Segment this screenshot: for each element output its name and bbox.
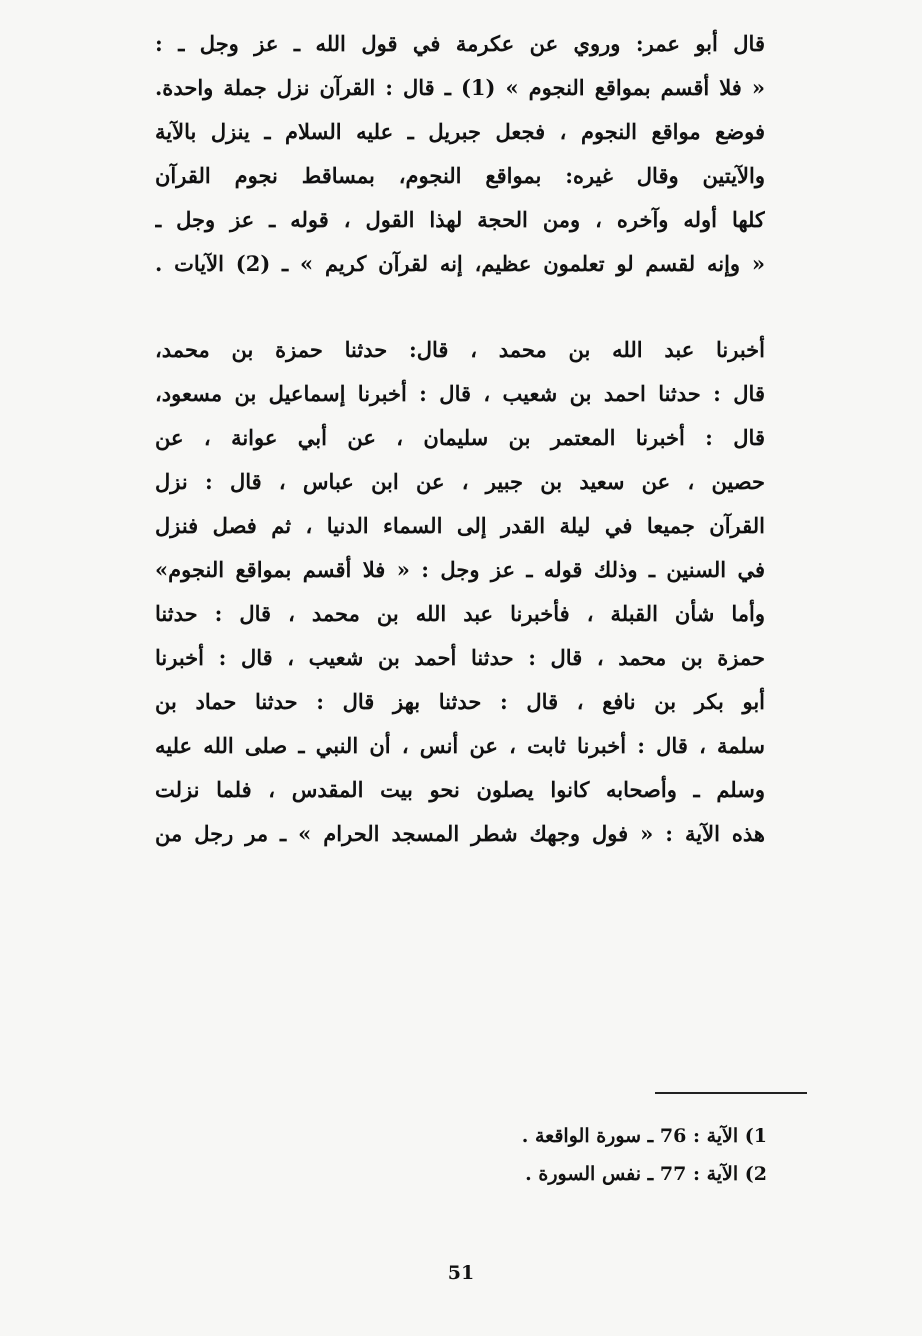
text-line: حصين ، عن سعيد بن جبير ، عن ابن عباس ، قال : نزل [155, 469, 765, 494]
text-line: والآيتين وقال غيره: بمواقع النجوم، بمساقط نجوم القرآن [155, 163, 765, 188]
text-line: قال : حدثنا احمد بن شعيب ، قال : أخبرنا إسماعيل بن مسعود، [155, 381, 765, 406]
text-line: « فلا أقسم بمواقع النجوم » (1) ـ قال : القرآن نزل جملة واحدة. [155, 75, 765, 100]
text-line: حمزة بن محمد ، قال : حدثنا أحمد بن شعيب ، قال : أخبرنا [155, 645, 765, 670]
text-line: سلمة ، قال : أخبرنا ثابت ، عن أنس ، أن النبي ـ صلى الله عليه [155, 733, 765, 758]
text-line: قال أبو عمر: وروي عن عكرمة في قول الله ـ عز وجل ـ : [155, 31, 765, 56]
text-line: كلها أوله وآخره ، ومن الحجة لهذا القول ، قوله ـ عز وجل ـ [155, 207, 765, 232]
page-number: 51 [447, 1262, 475, 1284]
footnote-2: 2) الآية : 77 ـ نفس السورة . [525, 1163, 767, 1185]
text-line: في السنين ـ وذلك قوله ـ عز وجل : « فلا أقسم بمواقع النجوم» [155, 557, 765, 582]
text-line: أخبرنا عبد الله بن محمد ، قال: حدثنا حمزة بن محمد، [155, 337, 765, 362]
text-line: وأما شأن القبلة ، فأخبرنا عبد الله بن محمد ، قال : حدثنا [155, 601, 765, 626]
text-line: فوضع مواقع النجوم ، فجعل جبريل ـ عليه السلام ـ ينزل بالآية [155, 119, 765, 144]
footnote-divider [655, 1092, 807, 1094]
text-line: هذه الآية : « فول وجهك شطر المسجد الحرام » ـ مر رجل من [155, 821, 765, 846]
text-line: « وإنه لقسم لو تعلمون عظيم، إنه لقرآن كريم » ـ (2) الآيات . [155, 251, 765, 276]
text-line: وسلم ـ وأصحابه كانوا يصلون نحو بيت المقدس ، فلما نزلت [155, 777, 765, 802]
paragraph-2 [155, 328, 765, 856]
paragraph-1 [155, 22, 765, 286]
footnote-1: 1) الآية : 76 ـ سورة الواقعة . [521, 1125, 767, 1147]
text-line: قال : أخبرنا المعتمر بن سليمان ، عن أبي عوانة ، عن [155, 425, 765, 450]
text-line: أبو بكر بن نافع ، قال : حدثنا بهز قال : حدثنا حماد بن [155, 689, 765, 714]
text-line: القرآن جميعا في ليلة القدر إلى السماء الدنيا ، ثم فصل فنزل [155, 513, 765, 538]
